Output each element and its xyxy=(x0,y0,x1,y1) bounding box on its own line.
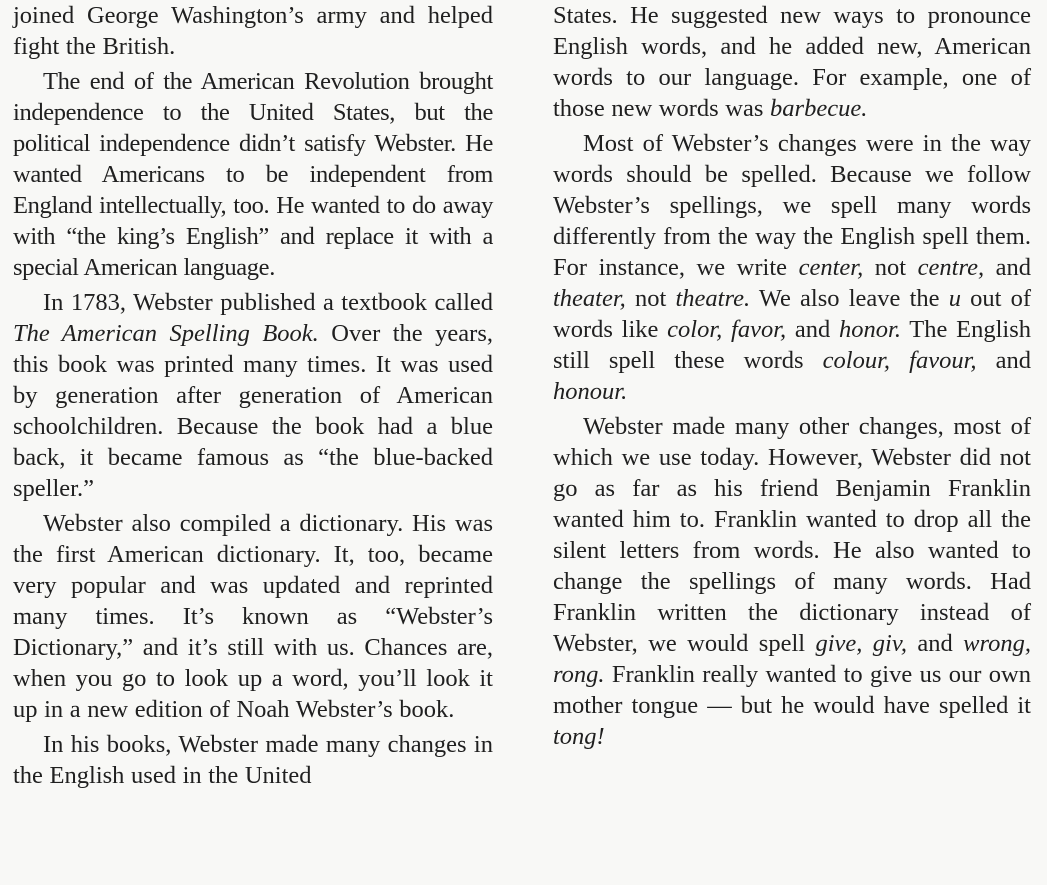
text-run: joined George Washington’s army and helped fight the British. xyxy=(13,2,493,60)
paragraph xyxy=(13,508,493,725)
italic-text: theatre. xyxy=(675,285,751,312)
paragraph xyxy=(553,411,1031,752)
italic-text: u xyxy=(948,285,961,312)
paragraph xyxy=(13,729,493,791)
text-run: We also leave the xyxy=(750,285,949,312)
italic-text: The American Spelling Book. xyxy=(13,320,319,347)
text-run: Webster also compiled a dictionary. His was the first American dictionary. It, too, became very popular and was updated and reprinted many times. It’s known as “Webster’s Dictionary,” and it’s still with us. Chances are, when you go to look up a word, you’ll look it up in a new edition of Noah Webster’s book. xyxy=(13,510,493,723)
text-run: Over the years, this book was printed many times. It was used by generation after generation of American schoolchildren. Because the book had a blue back, it became famous as “the blue-backed speller.” xyxy=(13,320,493,502)
text-run: Franklin really wanted to give us our own mother tongue — but he would have spelled it xyxy=(553,661,1031,719)
paragraph xyxy=(13,66,493,283)
italic-text: color, favor, xyxy=(667,316,787,343)
italic-text: centre, xyxy=(917,254,985,281)
italic-text: honor. xyxy=(839,316,901,343)
italic-text: barbecue. xyxy=(770,95,868,122)
text-run: States. He suggested new ways to pronounce English words, and he added new, American words to our language. For example, one of those new words was xyxy=(553,2,1031,122)
italic-text: wrong, rong. xyxy=(553,630,1032,688)
italic-text: give, giv, xyxy=(815,630,908,657)
text-run: out of words like xyxy=(553,285,1032,343)
text-run: and xyxy=(786,316,840,343)
text-run: and xyxy=(907,630,964,657)
text-run: not xyxy=(625,285,676,312)
italic-text: theater, xyxy=(553,285,626,312)
text-run: not xyxy=(863,254,918,281)
text-run: In 1783, Webster published a textbook called xyxy=(43,289,493,316)
text-run: and xyxy=(984,254,1032,281)
italic-text: center, xyxy=(798,254,864,281)
paragraph-continuation xyxy=(553,0,1031,124)
text-run: Most of Webster’s changes were in the way words should be spelled. Because we follow Webster’s spellings, we spell many words differently from the way the English spell them. For instance, we write xyxy=(553,130,1031,281)
italic-text: colour, favour, xyxy=(822,347,977,374)
italic-text: honour. xyxy=(553,378,628,405)
left-column xyxy=(13,0,493,791)
text-run: The end of the American Revolution brought independence to the United States, but the political independence didn’t satisfy Webster. He wanted Americans to be independent from England intellectually, too. He wanted to do away with “the king’s English” and replace it with a special American language. xyxy=(13,68,493,281)
text-run: Webster made many other changes, most of which we use today. However, Webster did not go as far as his friend Benjamin Franklin wanted him to. Franklin wanted to drop all the silent letters from words. He also wanted to change the spellings of many words. Had Franklin written the dictionary instead of Webster, we would spell xyxy=(553,413,1031,657)
text-run: The English still spell these words xyxy=(553,316,1032,374)
paragraph-continuation xyxy=(13,0,493,62)
right-column xyxy=(553,0,1031,752)
text-run: and xyxy=(976,347,1032,374)
paragraph xyxy=(13,287,493,504)
text-run: In his books, Webster made many changes in the English used in the United xyxy=(13,731,493,789)
italic-text: tong! xyxy=(553,723,605,750)
paragraph xyxy=(553,128,1031,407)
